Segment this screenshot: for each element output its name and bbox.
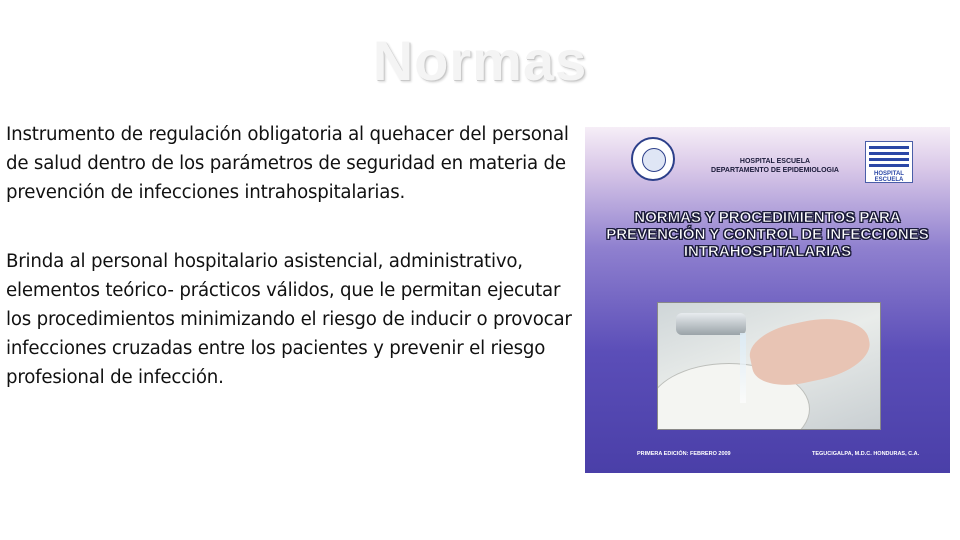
cover-edition: PRIMERA EDICIÓN: FEBRERO 2009 <box>637 451 731 457</box>
hand-shape <box>745 309 875 393</box>
cover-hospital-line1: HOSPITAL ESCUELA <box>739 158 811 165</box>
faucet-shape <box>676 313 746 335</box>
slide-title: Normas <box>372 29 588 92</box>
paragraph-definition: Instrumento de regulación obligatoria al quehacer del personal de salud dentro de los parámetros de seguridad en materia de prevención de infecciones intrahospitalarias. <box>6 124 569 203</box>
cover-title: NORMAS Y PROCEDIMIENTOS PARA PREVENCIÓN Y CONTROL DE INFECCIONES INTRAHOSPITALARIAS <box>606 209 929 260</box>
book-cover-image <box>585 127 950 473</box>
cover-location: TEGUCIGALPA, M.D.C. HONDURAS, C.A. <box>812 451 920 457</box>
water-stream-shape <box>740 333 746 403</box>
paragraph-purpose: Brinda al personal hospitalario asistencial, administrativo, elementos teórico- prácticos válidos, que le permitan ejecutar los procedimientos minimizando el riesgo de inducir o provocar infecciones cruzadas entre los pacientes y prevenir el riesgo profesional de infección. <box>6 251 572 388</box>
cover-hospital-name <box>680 157 870 175</box>
hospital-logo-label: HOSPITAL ESCUELA <box>874 171 904 183</box>
handwashing-photo <box>657 302 881 430</box>
cover-hospital-line2: DEPARTAMENTO DE EPIDEMIOLOGIA <box>711 167 839 174</box>
university-seal-icon <box>631 137 675 181</box>
